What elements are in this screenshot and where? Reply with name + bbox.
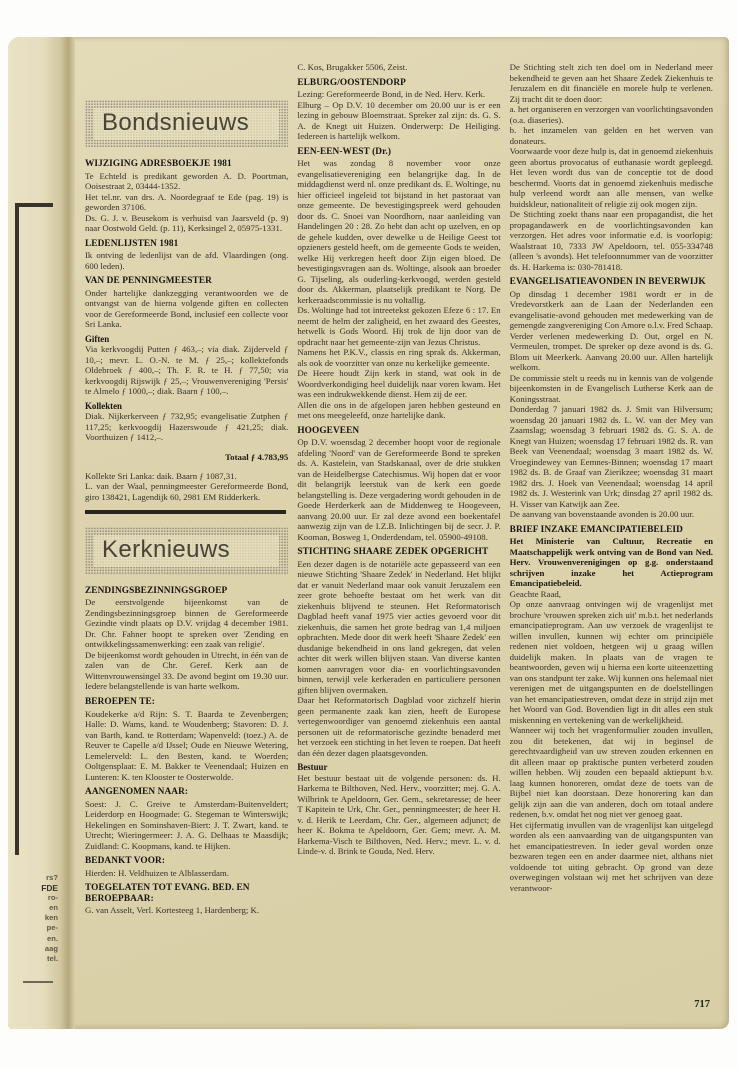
article-paragraph: De Stichting stelt zich ten doel om in Nederland meer bekendheid te geven aan het Shaare Zedek Ziekenhuis te Jeruzalem en dit financiële en morele hulp te verlenen. Zij tracht dit te doen door: [509,62,713,104]
newspaper-page [8,37,729,1029]
article-paragraph: Het cijfermatig invullen van de vragenlijst kan uitgelegd worden als een aanvaarding van de uitgangspunten van het emancipatiestreven. In ieder geval worden onze bezwaren tegen een en ander daarmee niet, althans niet voldoende tot uiting gebracht. Op grond van deze overwegingen volstaan wij met het schrijven van deze verantwoor- [509,819,713,893]
kerknieuws-masthead [85,527,288,575]
article-paragraph: Diak. Nijkerkerveen ƒ 732,95; evangelisatie Zutphen ƒ 117,25; kerkvoogdij Hazerswoude ƒ 421,25; diak. Voorthuizen ƒ 1412,–. [85,411,289,443]
article-paragraph: Ik ontving de ledenlijst van de afd. Vlaardingen (ong. 600 leden). [85,250,289,271]
article-paragraph: Kollekte Sri Lanka: daik. Baarn ƒ 1087,31. [85,470,237,481]
section-divider [85,510,286,514]
article-paragraph: De Heere houdt Zijn kerk in stand, wat ook in de Woordverkondiging heel duidelijk naar voren kwam. Het was een indrukwekkende dienst. Hem zij de eer. [297,368,501,400]
facing-page-box-border-top [15,203,53,207]
article-heading: BRIEF INZAKE EMANCIPATIEBELEID [509,524,683,535]
article-paragraph: Te Echteld is predikant geworden A. D. Poortman, Ooisestraat 2, 03444-1352. [85,170,289,192]
facing-page-text-fragment: pe- [46,923,58,933]
column-layout [85,62,713,1029]
facing-page-text-fragment: ro- [47,893,58,903]
page-content [75,37,729,1029]
total-line: Totaal ƒ 4.783,95 [225,451,289,462]
article-heading: STICHTING SHAARE ZEDEK OPGERICHT [297,547,489,558]
facing-page-text-fragment: en. [47,933,58,943]
article-paragraph: Daar het Reformatorisch Dagblad voor zichzelf hierin geen permanente zaak kan zien, heeft de Europese vertegenwoordiger van genoemd ziekenhuis een aantal personen uit de reformatorische gezindte benaderd met het verzoek een stichting in het leven te roepen. Dat heeft dan één dezer dagen plaatsgevonden. [297,695,501,758]
facing-page-text-fragment: tel. [47,953,58,963]
article-paragraph: Ds. Woltinge had tot intreetekst gekozen Efeze 6 : 17. En neemt de helm der zaligheid, en het zwaard des Geestes, hetwelk is Gods Woord. Hij trok de lijn door van de opdracht naar het gemeente-zijn van Jezus Christus. [297,305,501,347]
article-paragraph: Allen die ons in de afgelopen jaren hebben gesteund en met ons meegeleefd, onze hartelijke dank. [297,399,501,421]
article-paragraph: De commissie stelt u reeds nu in kennis van de volgende bijeenkomsten in de Evangelisch Lutherse Kerk aan de Koningsstraat. [509,372,713,404]
article-heading: ZENDINGSBEZINNINGSGROEP [85,585,228,596]
article-subheading: Giften [85,333,110,344]
facing-page-text-fragment: aag [44,943,58,953]
article-paragraph: L. van der Waal, penningmeester Gereformeerde Bond, giro 138421, Lagendijk 60, 2981 EM Ridderkerk. [85,481,289,502]
article-heading: WIJZIGING ADRESBOEKJE 1981 [85,159,232,169]
article-paragraph: Via kerkvoogdij Putten ƒ 463,–; via diak. Zijderveld ƒ 10,–; mevr. L. O.-N. te M. ƒ 25,–; kollektefonds Oldebroek ƒ 400,–; Th. F. R. te H. ƒ 77,50; via kerkvoogdij Rijswijk ƒ 25,–; Vrouwenvereniging 'Persis' te Almelo ƒ 1000,–; diak. Baarn ƒ 100,–. [85,344,289,397]
article-heading: HOOGEVEEN [297,425,360,436]
column-left [85,62,288,1029]
article-paragraph: Op dinsdag 1 december 1981 wordt er in de Vredevorstkerk aan de Laan der Nederlanden een evangelisatie-avond gehouden met medewerking van de gemengde zangvereniging Con Amore o.l.v. Fred Schaap. Verder verlenen medewerking D. Out, orgel en N. Vermeulen, trompet. De spreker op deze avond is ds. G. Blom uit Meerkerk. Aanvang 20.00 uur. Allen hartelijk welkom. [509,288,713,373]
article-paragraph: Het was zondag 8 november voor onze evangelisatievereniging een belangrijke dag. In de middagdienst werd nl. onze predikant ds. E. Woltinge, nu hier officieel ingeleid tot bijstand in het pastoraat van onze gemeente. De bevestigingspreek werd gehouden door ds. C. Snoei van Noordhorn, naar aanleiding van Handelingen 20 : 28. Zo hebt dan acht op uzelven, en op de gehele kudden, over dewelke u de Heilige Geest tot opzieners gesteld heeft, om de gemeente Gods te weiden, welke Hij verkregen heeft door Zijn eigen bloed. De bevestigingsvragen aan ds. Woltinge, alsook aan broeder G. Tijseling, als ouderling-kerkvoogd, werden gesteld door ds. Akkerman, plaatselijk predikant te Norg. De kerkeraadscommissie is nu voltallig. [297,158,501,305]
article-paragraph: Donderdag 7 januari 1982 ds. J. Smit van Hilversum; woensdag 20 januari 1982 ds. L. W. van der Mey van Zaamslag; woensdag 3 februari 1982 ds. G. S. A. de Knegt van Huizen; woensdag 17 februari 1982 ds. R. van Beek van Veenendaal; woensdag 3 maart 1982 ds. W. Vroegindewey van Eemnes-Binnen; woensdag 17 maart 1982 ds. B. de Graaf van Zierikzee; woensdag 31 maart 1982 drs. J. Hoek van Veenendaal; woensdag 14 april 1982 ds. J. Westerink van Urk; dinsdag 27 april 1982 ds. H. Visser van Katwijk aan Zee. [509,404,713,509]
kerknieuws-masthead-text: Kerknieuws [94,535,279,567]
article-subheading: Kollekten [85,400,122,411]
article-paragraph: De bijeenkomst wordt gehouden in Utrecht, in één van de zalen van de Chr. Geref. Kerk aan de Wittenvrouwensingel 33. De avond begint om 19.30 uur. Iedere belangstellende is van harte welkom. [85,649,289,692]
article-paragraph: b. het inzamelen van gelden en het werven van donateurs. [509,125,713,146]
article-paragraph: Lezing: Gereformeerde Bond, in de Ned. Herv. Kerk. [297,89,486,100]
article-paragraph-bold: Het Ministerie van Cultuur, Recreatie en Maatschappelijk werk ontving van de Bond van Ned. Herv. Vrouwenverenigingen op g.g. onderstaand schrijven inzake het Actieprogram Emancipatiebeleid. [509,536,713,589]
article-paragraph: De eerstvolgende bijeenkomst van de Zendingsbezinningsgroep binnen de Gereformeerde Gezindte vindt plaats op D.V. vrijdag 4 december 1981. Dr. Chr. Fahner hoopt te spreken over 'Zending en ontwikkelingssamenwerking: een zaak van religie'. [85,597,289,650]
article-paragraph: Het tel.nr. van drs. A. Noordegraaf te Ede (pag. 19) is geworden 37106. [85,191,289,213]
facing-page-divider [23,981,53,983]
facing-page-text-fragment: FDE [41,883,58,894]
facing-page-text-fragment: ken [44,913,58,923]
bondsnieuws-masthead-text: Bondsnieuws [94,108,279,140]
article-paragraph: Op D.V. woensdag 2 december hoopt voor de regionale afdeling 'Noord' van de Gereformeerde Bond te spreken ds. A. Kastelein, van Stadskanaal, over de drie stukken van de Heidelbergse Catechismus. Wij hopen dat er voor dit belangrijk leerstuk van de kerk een goede belangstelling is. Deze vergadering wordt gehouden in de Goede Herderkerk aan de Middenweg te Hoogeveen, aanvang 20.00 uur. Er zal deze avond een boekentafel aanwezig zijn van de I.Z.B. Inlichtingen bij de secr. J. P. Kooman, Bosweg 1, Onderdendam, tel. 05900-49108. [297,437,501,542]
article-paragraph: Elburg – Op D.V. 10 december om 20.00 uur is er een lezing in gebouw Bloemstraat. Spreker zal zijn: ds. G. S. A. de Knegt uit Huizen. Onderwerp: De Heiliging. Iedereen is hartelijk welkom. [297,99,501,142]
article-heading: EVANGELISATIEAVONDEN IN BEVERWIJK [509,277,706,287]
column-right [510,62,713,1029]
article-heading: VAN DE PENNINGMEESTER [85,276,212,287]
article-paragraph: De aanvang van bovenstaande avonden is 20.00 uur. [509,509,695,520]
article-paragraph: De Stichting zoekt thans naar een propagandist, die het propagandawerk en de voorlichtingsavonden kan verzorgen. Het adres voor informatie e.d. is voorlopig: Waalstraat 10, 7333 JW Apeldoorn, tel. 055-334748 (alleen 's avonds). Het telefoonnummer van de voorzitter ds. H. Harkema is: 030-781418. [509,209,713,272]
facing-page-text-fragment: rs? [46,873,58,882]
article-paragraph: a. het organiseren en verzorgen van voorlichtingsavonden (o.a. diaseries). [509,104,713,125]
article-heading: ELBURG/OOSTENDORP [297,77,406,88]
article-heading: EEN-EEN-WEST (Dr.) [297,146,392,157]
article-paragraph: Voorwaarde voor deze hulp is, dat in genoemd ziekenhuis geen abortus provocatus of euthanasie wordt gepleegd. Het leven wordt dus van de conceptie tot de dood beschermd. Voorts dat in genoemd ziekenhuis medische hulp verleend wordt aan alle mensen, van welke huidskleur, nationaliteit of religie zij ook mogen zijn. [509,146,713,209]
article-heading: BEROEPEN TE: [85,696,155,707]
article-paragraph: Geachte Raad, [509,588,561,599]
article-paragraph: Namens het P.K.V., classis en ring sprak ds. Akkerman, als ook de voorzitter van onze nu kerkelijke gemeente. [297,347,501,368]
facing-page-text-fragment: en [49,903,58,913]
article-paragraph: Wanneer wij toch het vragenformulier zouden invullen, zou dit betekenen, dat wij in beginsel de gerechtvaardigheid van uw streven zouden erkennen en dit alleen maar op praktische punten verbeterd zouden willen hebben. Wij zouden een bepaald aktiepunt b.v. laag kunnen honoreren, omdat deze de toets van de Bijbel niet kan doorstaan. Deze honorering kan dan gelijk zijn aan die van anderen, doch om totaal andere redenen, b.v. omdat het nog niet ver genoeg gaat. [509,725,713,820]
article-paragraph: Soest: J. C. Greive te Amsterdam-Buitenveldert; Leiderdorp en Hoogmade: G. Stegeman te Winterswijk; Hekelingen en Sominshaven-Biert: J. T. Zwart, kand. te Utrecht; Wieringermeer: J. A. G. Delhaas te Maasdijk; Zuidland: C. Koopmans, kand. te Hijken. [85,798,289,851]
article-heading: BEDANKT VOOR: [85,856,166,867]
article-heading: AANGENOMEN NAAR: [85,787,189,798]
bondsnieuws-masthead [85,100,288,148]
facing-page-fragments [14,873,58,964]
article-paragraph: Hierden: H. Veldhuizen te Alblasserdam. [85,867,229,878]
article-heading: TOEGELATEN TOT EVANG. BED. EN BEROEPBAAR: [85,883,250,904]
article-paragraph: C. Kos, Brugakker 5506, Zeist. [297,62,408,72]
page-number: 717 [694,999,710,1010]
facing-page-strip [8,37,75,1029]
article-paragraph: G. van Asselt, Verl. Kortesteeg 1, Hardenberg; K. [85,905,260,916]
article-paragraph: Het bestuur bestaat uit de volgende personen: ds. H. Harkema te Bilthoven, Ned. Herv., voorzitter; mej. G. A. Wilbrink te Apeldoorn, Ger. Gem., sekretaresse; de heer T Kapitein te Urk, Chr. Ger., penningmeester; de heer H. v. d. Herik te Leerdam, Chr. Ger., algemeen adjunct; de heer K. Bokma te Apeldoorn, Ger. Gem; mevr. A. M. Harkema-Visch te Bilthoven, Ned. Herv.; mevr. L. v. d. Linde-v. d. Brink te Gouda, Ned. Herv. [297,772,501,857]
article-paragraph: Onder hartelijke dankzegging verantwoorden we de ontvangst van de hierna volgende giften en collecten voor de Gereformeerde Bond, inclusief een collecte voor Sri Lanka. [85,287,289,330]
facing-page-box-border [15,205,19,855]
article-paragraph: Koudekerke a/d Rijn: S. T. Baarda te Zevenbergen; Halle: D. Wams, kand. te Woudenberg; Stavoren: D. J. van Barth, kand. te Rotterdam; Wapenveld: (toez.) A. de Reuver te Capelle a/d IJssel; Oude en Nieuwe Wetering, Lemelerveld: L. den Besten, kand. te Woerden; Ooltgensplaat: E. M. Bakker te Veenendaal; Huizen en Lunteren: K. ten Klooster te Oosterwolde. [85,708,289,782]
article-paragraph: Ds. G. J. v. Beusekom is verhuisd van Jaarsveld (p. 9) naar Oostwold Geld. (p. 11), Kerksingel 2, 05975-1331. [85,212,289,234]
article-heading: LEDENLIJSTEN 1981 [85,238,179,249]
column-middle [297,62,500,1029]
article-paragraph: Een dezer dagen is de notariële acte gepasseerd van een nieuwe Stichting 'Shaare Zedek' in Nederland. Het blijkt dat er vanuit Nederland maar ook vanuit Jeruzalem een zeer grote behoefte bestaat om het werk van dit ziekenhuis blijvend te steunen. Het Reformatorisch Dagblad heeft vanaf 1975 vier acties gevoerd voor dit ziekenhuis, die samen het grote bedrag van 1,4 miljoen opbrachten. Mede door dit werk heeft 'Shaare Zedek' een dusdanige bekendheid in ons land gekregen, dat velen achter dit werk willen blijven staan. Van diverse kanten komen aanvragen voor dia- en voorlichtingsavonden binnen, terwijl vele kerkeraden en particuliere personen giften blijven overmaken. [297,558,501,695]
article-paragraph: Op onze aanvraag ontvingen wij de vragenlijst met brochure 'vrouwen spreken zich uit' m.b.t. het nederlands emancipatieprogram. Aan uw verzoek de vragenlijst te willen invullen, kunnen wij echter om principiële redenen niet voldoen, hetgeen wij u graag willen duidelijk maken. In plaats van de vragen te beantwoorden, geven wij u hierna een korte uiteenzetting van ons standpunt ter zake. Wij kunnen ons helemaal niet verenigen met de uitgangspunten en de doelstellingen van het emancipatiestreven, omdat deze in strijd zijn met het Woord van God. Bovendien ligt in dit alles een stuk miskenning en vertekening van de werkelijkheid. [509,599,713,725]
article-subheading: Bestuur [297,762,328,773]
